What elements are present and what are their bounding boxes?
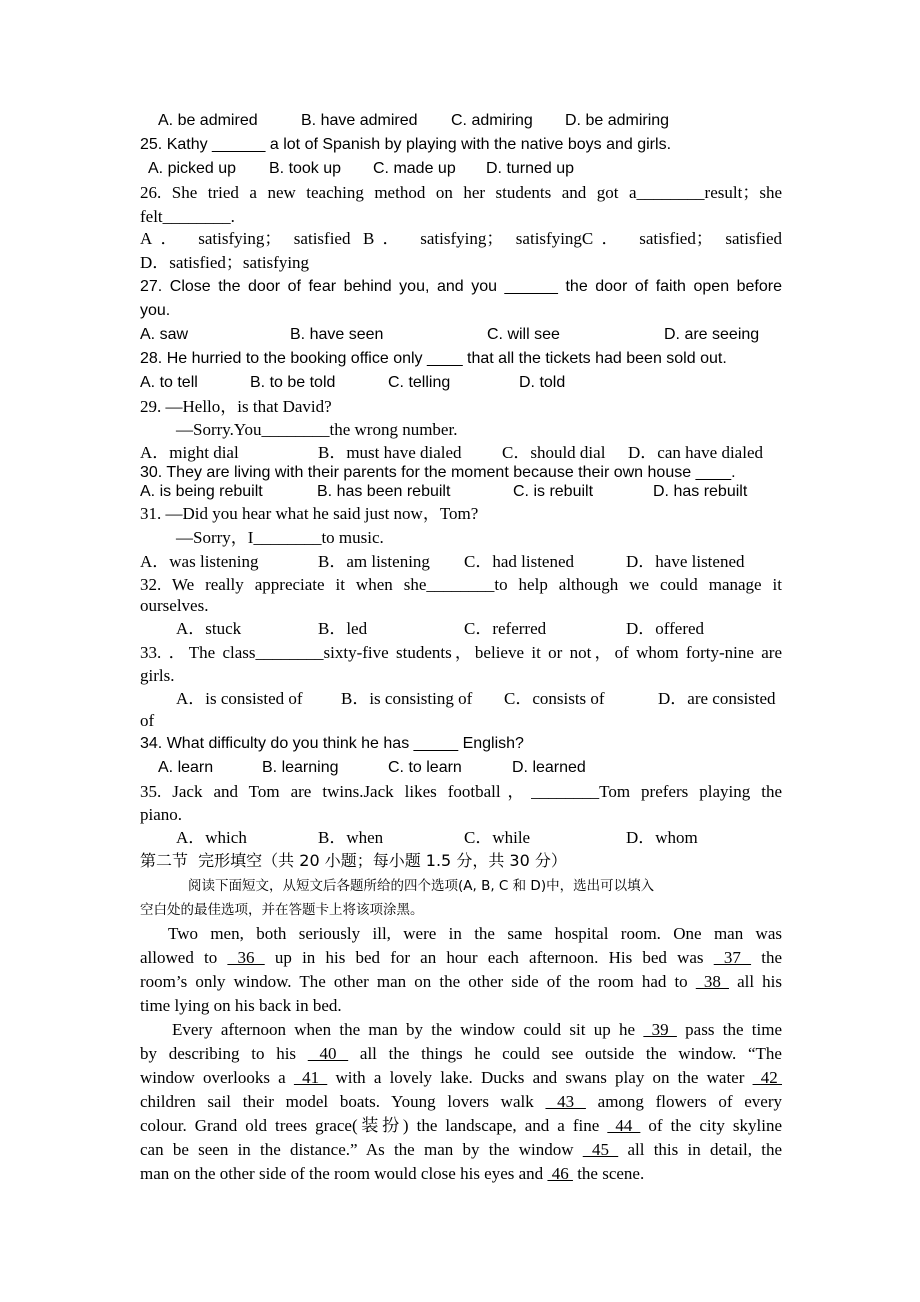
section-instructions-line2: 空白处的最佳选项，并在答题卡上将该项涂黑。 <box>140 902 424 918</box>
section-instructions-line1: 阅读下面短文，从短文后各题所给的四个选项(A, B, C 和 D)中，选出可以填入 <box>188 878 655 894</box>
passage-line <box>140 1140 782 1160</box>
blank-41: 41 <box>293 1068 328 1087</box>
passage-text: colour. Grand old trees grace(装扮) the landscape, and a fine <box>140 1116 608 1135</box>
q30-option-a: A. is being rebuilt <box>140 483 263 500</box>
passage-text: among flowers of every <box>585 1092 783 1111</box>
q34-stem: 34. What difficulty do you think he has _____ English? <box>140 735 524 752</box>
passage-text: all his <box>728 972 783 991</box>
q31-option-b: B．am listening <box>318 552 430 571</box>
q33-option-a: A．is consisted of <box>176 689 303 708</box>
q30-option-d: D. has rebuilt <box>653 483 748 500</box>
blank-36: 36 <box>227 948 265 967</box>
q26-stem-line1: 26. She tried a new teaching method on her students and got a________result；she <box>140 183 782 202</box>
passage-text: all the things he could see outside the window. “The <box>348 1044 782 1063</box>
passage-text: children sail their model boats. Young lovers walk <box>140 1092 546 1111</box>
passage-line <box>140 948 782 968</box>
q29-stem-line1: 29. —Hello，is that David? <box>140 397 332 416</box>
q28-option-c: C. telling <box>388 374 451 391</box>
q24-option-c: C. admiring <box>451 112 533 129</box>
passage-line <box>140 1092 782 1112</box>
passage-text: all this in detail, the <box>618 1140 782 1159</box>
passage-text: with a lovely lake. Ducks and swans play on the water <box>327 1068 753 1087</box>
q30-stem: 30. They are living with their parents for the moment because their own house ____. <box>140 464 736 481</box>
q31-option-d: D．have listened <box>626 552 745 571</box>
q33-stem-line2: girls. <box>140 666 175 685</box>
q24-option-d: D. be admiring <box>565 112 670 129</box>
q27-option-a: A. saw <box>140 326 189 343</box>
q25-stem: 25. Kathy ______ a lot of Spanish by playing with the native boys and girls. <box>140 136 672 153</box>
passage-line <box>140 1116 782 1136</box>
q29-option-a: A．might dial <box>140 443 239 462</box>
passage-line <box>140 1164 644 1184</box>
q33-option-d: D．are consisted <box>658 689 776 708</box>
q29-option-b: B．must have dialed <box>318 443 462 462</box>
passage-line <box>140 924 782 944</box>
q35-stem-line1: 35. Jack and Tom are twins.Jack likes football，________Tom prefers playing the <box>140 782 782 801</box>
blank-43: 43 <box>545 1092 586 1111</box>
passage-text: the scene. <box>572 1164 645 1183</box>
q28-stem: 28. He hurried to the booking office only ____ that all the tickets had been sold out. <box>140 350 727 367</box>
q28-option-b: B. to be told <box>250 374 336 391</box>
q27-option-d: D. are seeing <box>664 326 760 343</box>
q33-stem-line1: 33. ．The class________sixty-five students，believe it or not，of whom forty-nine are <box>140 643 782 662</box>
q35-option-d: D．whom <box>626 828 698 847</box>
q25-option-b: B. took up <box>269 160 342 177</box>
passage-text: room’s only window. The other man on the other side of the room had to <box>140 972 696 991</box>
passage-text: Two men, both seriously ill, were in the same hospital room. One man was <box>168 924 782 943</box>
q30-option-b: B. has been rebuilt <box>317 483 451 500</box>
q32-stem-line2: ourselves. <box>140 596 209 615</box>
q26-options-line1: A． satisfying； satisfied B． satisfying； satisfyingC． satisfied； satisfied <box>140 229 782 248</box>
q35-stem-line2: piano. <box>140 805 183 824</box>
q28-option-d: D. told <box>519 374 566 391</box>
passage-line <box>140 1068 782 1088</box>
passage-line <box>140 1044 782 1064</box>
q31-option-a: A．was listening <box>140 552 259 571</box>
blank-46: 46 <box>547 1164 573 1183</box>
q25-option-a: A. picked up <box>148 160 237 177</box>
passage-text: man on the other side of the room would close his eyes and <box>140 1164 548 1183</box>
passage-text: of the city skyline <box>640 1116 783 1135</box>
q35-option-a: A．which <box>176 828 247 847</box>
q34-option-a: A. learn <box>158 759 214 776</box>
passage-text: window overlooks a <box>140 1068 294 1087</box>
blank-37: 37 <box>713 948 752 967</box>
q32-option-d: D．offered <box>626 619 705 638</box>
q27-option-b: B. have seen <box>290 326 384 343</box>
passage-line <box>140 1020 782 1040</box>
passage-line <box>140 972 782 992</box>
passage-text: allowed to <box>140 948 228 967</box>
q27-stem-line2: you. <box>140 302 171 319</box>
q33-option-c: C．consists of <box>504 689 605 708</box>
q25-option-d: D. turned up <box>486 160 575 177</box>
passage-text: the <box>751 948 783 967</box>
q35-option-b: B．when <box>318 828 384 847</box>
q24-option-b: B. have admired <box>301 112 418 129</box>
q29-option-c: C．should dial <box>502 443 606 462</box>
q34-option-c: C. to learn <box>388 759 462 776</box>
blank-42: 42 <box>752 1068 782 1087</box>
q24-option-a: A. be admired <box>158 112 258 129</box>
blank-39: 39 <box>643 1020 677 1039</box>
passage-text: can be seen in the distance.” As the man by the window <box>140 1140 583 1159</box>
blank-45: 45 <box>582 1140 619 1159</box>
passage-text: Every afternoon when the man by the window could sit up he <box>172 1020 644 1039</box>
q26-stem-line2: felt________. <box>140 207 235 226</box>
q30-option-c: C. is rebuilt <box>513 483 594 500</box>
blank-44: 44 <box>607 1116 641 1135</box>
q28-option-a: A. to tell <box>140 374 198 391</box>
q33-option-b: B．is consisting of <box>341 689 473 708</box>
q31-option-c: C．had listened <box>464 552 575 571</box>
q32-option-c: C．referred <box>464 619 547 638</box>
q34-option-d: D. learned <box>512 759 586 776</box>
q25-option-c: C. made up <box>373 160 456 177</box>
q31-stem-line1: 31. —Did you hear what he said just now，Tom? <box>140 504 479 523</box>
q26-options-line2: D．satisfied；satisfying <box>140 253 310 272</box>
passage-text: by describing to his <box>140 1044 308 1063</box>
q29-option-d: D．can have dialed <box>628 443 763 462</box>
q32-option-b: B．led <box>318 619 368 638</box>
passage-text: pass the time <box>676 1020 782 1039</box>
blank-38: 38 <box>695 972 729 991</box>
passage-text: time lying on his back in bed. <box>140 996 342 1015</box>
q32-stem-line1: 32. We really appreciate it when she________to help although we could manage it <box>140 575 782 594</box>
blank-40: 40 <box>307 1044 349 1063</box>
q34-option-b: B. learning <box>262 759 339 776</box>
passage-line <box>140 996 342 1016</box>
q27-option-c: C. will see <box>487 326 560 343</box>
q27-stem-line1: 27. Close the door of fear behind you, and you ______ the door of faith open before <box>140 278 782 295</box>
q32-option-a: A．stuck <box>176 619 242 638</box>
q33-option-d-tail: of <box>140 711 155 730</box>
q35-option-c: C．while <box>464 828 531 847</box>
q31-stem-line2: —Sorry，I________to music. <box>176 528 384 547</box>
section-title: 第二节 完形填空（共 20 小题；每小题 1.5 分，共 30 分） <box>140 851 567 870</box>
passage-text: up in his bed for an hour each afternoon. His bed was <box>264 948 714 967</box>
q29-stem-line2: —Sorry.You________the wrong number. <box>176 420 458 439</box>
